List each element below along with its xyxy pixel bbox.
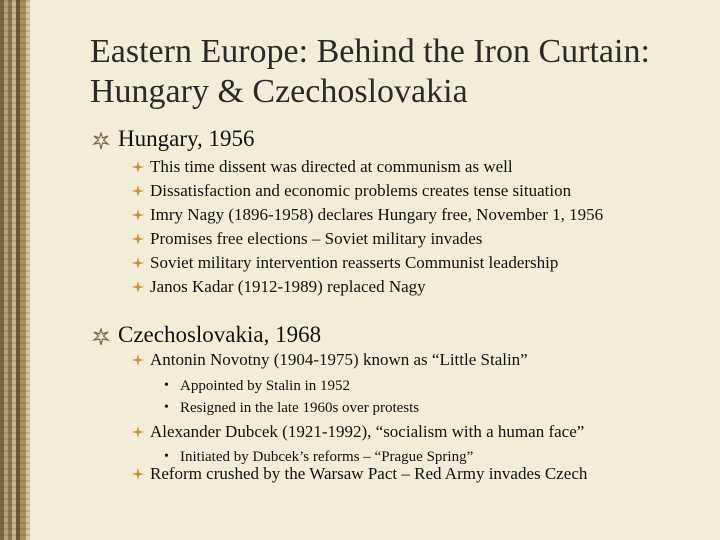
slide-title: Eastern Europe: Behind the Iron Curtain: Hungary & Czechoslovakia [90, 33, 650, 110]
list-item: Imry Nagy (1896-1958) declares Hungary free, November 1, 1956 [150, 205, 604, 224]
list-item: This time dissent was directed at communism as well [150, 157, 513, 176]
diamond-bullet-icon [132, 354, 144, 366]
diamond-bullet-icon [132, 161, 144, 173]
list-item: Dissatisfaction and economic problems creates tense situation [150, 181, 572, 200]
diamond-bullet-icon [132, 426, 144, 438]
list-item: Alexander Dubcek (1921-1992), “socialism with a human face” [150, 422, 585, 441]
ornate-cross-bullet-icon [92, 328, 110, 346]
sub-list-item: Initiated by Dubcek’s reforms – “Prague Spring” [180, 449, 474, 465]
sub-list-item: Appointed by Stalin in 1952 [180, 378, 350, 394]
list-item: Janos Kadar (1912-1989) replaced Nagy [150, 277, 426, 296]
list-item: Antonin Novotny (1904-1975) known as “Little Stalin” [150, 350, 528, 369]
section-heading-hungary: Hungary, 1956 [118, 126, 255, 151]
section-heading-czechoslovakia: Czechoslovakia, 1968 [118, 322, 322, 347]
diamond-bullet-icon [132, 281, 144, 293]
diamond-bullet-icon [132, 233, 144, 245]
diamond-bullet-icon [132, 209, 144, 221]
ornate-cross-bullet-icon [92, 132, 110, 150]
list-item: Reform crushed by the Warsaw Pact – Red Army invades Czech [150, 464, 588, 483]
list-item: Promises free elections – Soviet military invades [150, 229, 483, 248]
diamond-bullet-icon [132, 468, 144, 480]
diamond-bullet-icon [132, 257, 144, 269]
dot-bullet-icon: • [164, 449, 169, 464]
dot-bullet-icon: • [164, 400, 169, 415]
list-item: Soviet military intervention reasserts Communist leadership [150, 253, 559, 272]
diamond-bullet-icon [132, 185, 144, 197]
sub-list-item: Resigned in the late 1960s over protests [180, 400, 420, 416]
dot-bullet-icon: • [164, 378, 169, 393]
